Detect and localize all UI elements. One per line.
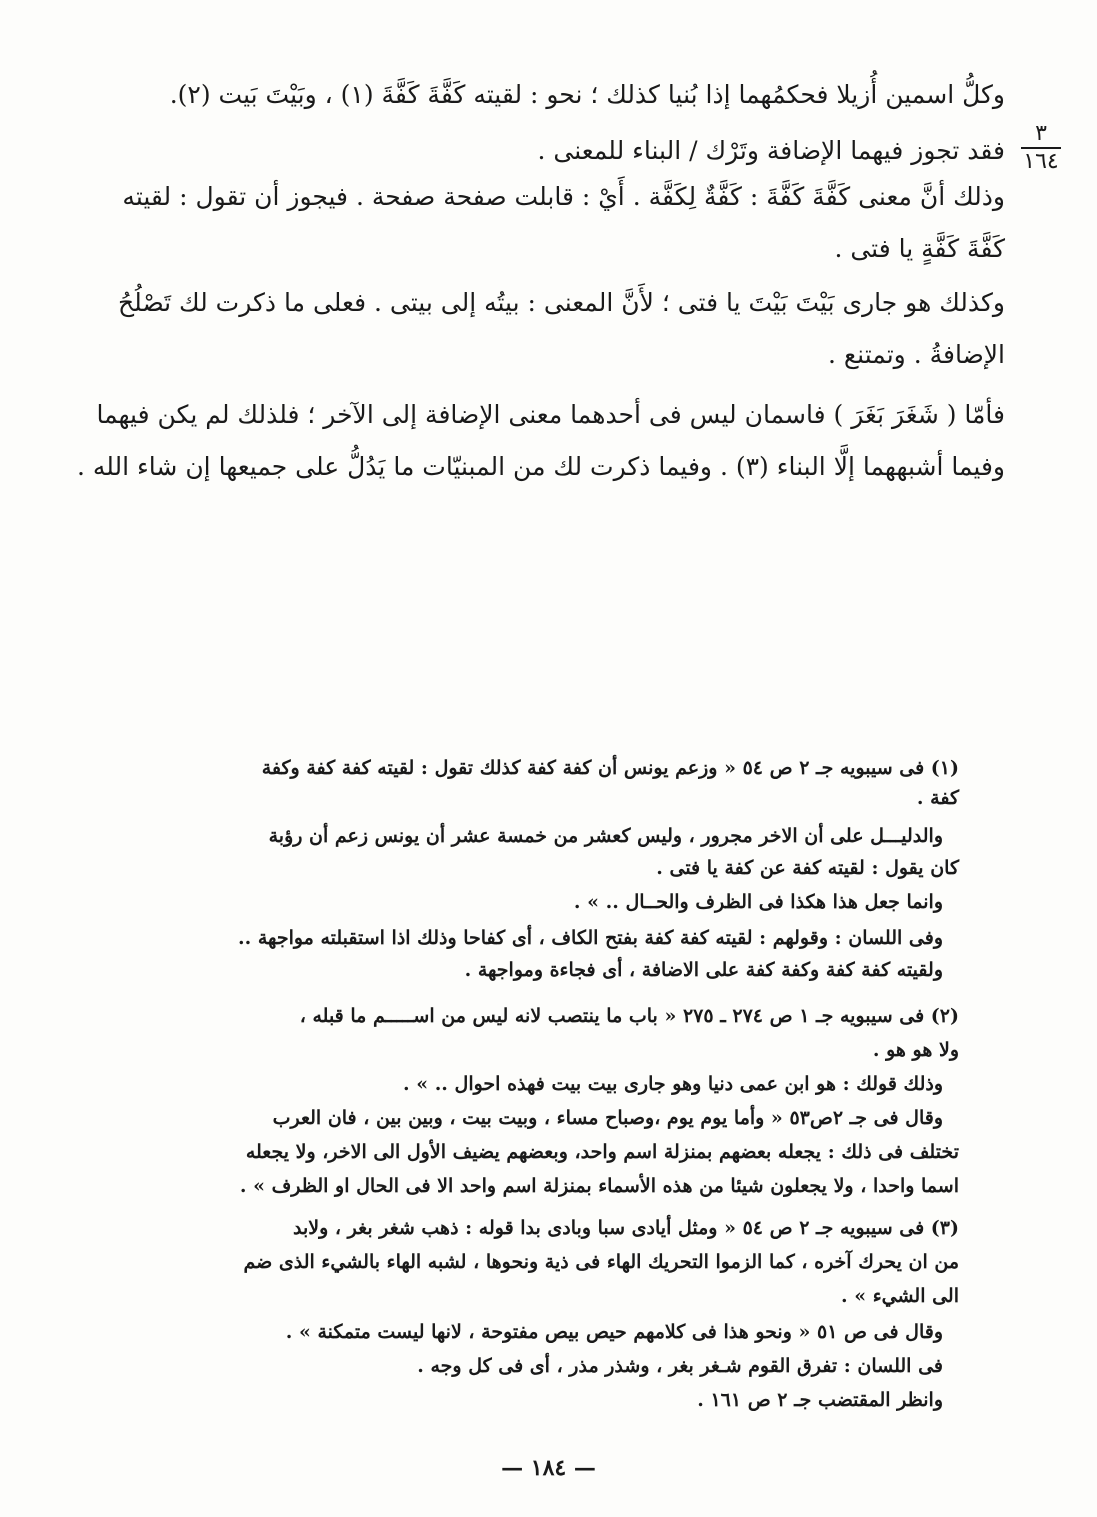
footnote-line: والدليـــل على أن الاخر مجرور ، وليس كعشر من خمسة عشر أن يونس زعم أن رؤبة — [268, 825, 943, 847]
footnote-line: (١) فى سيبويه جـ ٢ ص ٥٤ « وزعم يونس أن كفة كفة كذلك تقول : لقيته كفة كفة وكفة — [261, 757, 959, 779]
footnote-line: كان يقول : لقيته كفة عن كفة يا فتى . — [656, 857, 959, 879]
margin-ref-bottom: ١٦٤ — [1023, 149, 1059, 174]
main-line: الإضافةُ . وتمتنع . — [827, 340, 1005, 369]
footnote-line: كفة . — [916, 787, 959, 809]
main-line: وكلُّ اسمين أُزيلا فحكمُهما إذا بُنيا كذلك ؛ نحو : لقيته كَفَّةَ كَفَّةَ (١) ، وبَيْتَ بَيت (٢). — [169, 80, 1005, 109]
main-line: كَفَّةَ كَفَّةٍ يا فتى . — [834, 234, 1005, 263]
margin-ref-top: ٣ — [1035, 121, 1047, 146]
footnote-line: ولقيته كفة كفة وكفة كفة على الاضافة ، أى فجاءة ومواجهة . — [464, 959, 943, 981]
main-line: وكذلك هو جارى بَيْتَ بَيْتَ يا فتى ؛ لأَنَّ المعنى : بيتُه إلى بيتى . فعلى ما ذكرت لك تَصْلُحُ — [118, 288, 1005, 317]
main-line: فقد تجوز فيهما الإضافة وتَرْك / البناء للمعنى . — [537, 136, 1005, 165]
footnote-line: وفى اللسان : وقولهم : لقيته كفة كفة بفتح الكاف ، أى كفاحا وذلك اذا استقبلته مواجهة .. — [238, 927, 943, 949]
footnote-line: من ان يحرك آخره ، كما الزموا التحريك الهاء فى ذية ونحوها ، لشبه الهاء بالشيء الذى ضم — [243, 1251, 959, 1273]
footnote-line: (٣) فى سيبويه جـ ٢ ص ٥٤ « ومثل أيادى سبا وبادى بدا قوله : ذهب شغر بغر ، ولابد — [293, 1217, 959, 1239]
footnote-line: اسما واحدا ، ولا يجعلون شيئا من هذه الأسماء بمنزلة اسم واحد الا فى الحال او الظرف » . — [239, 1175, 959, 1197]
footnote-line: وقال فى ص ٥١ « ونحو هذا فى كلامهم حيص بيص مفتوحة ، لانها ليست متمكنة » . — [285, 1321, 943, 1343]
footnote-line: فى اللسان : تفرق القوم شـغر بغر ، وشذر مذر ، أى فى كل وجه . — [417, 1355, 943, 1377]
margin-page-reference — [1009, 122, 1073, 174]
footnote-line: وقال فى جـ ٢ص٥٣ « وأما يوم يوم ،وصباح مساء ، وبيت بيت ، وبين بين ، فان العرب — [272, 1107, 943, 1129]
main-line: وذلك أنَّ معنى كَفَّةَ كَفَّةَ : كَفَّةٌ لِكَفَّة . أَيْ : قابلت صفحة صفحة . فيجوز أن تقول : لقيته — [122, 182, 1005, 211]
main-line: فأمّا ( شَغَرَ بَغَرَ ) فاسمان ليس فى أحدهما معنى الإضافة إلى الآخر ؛ فلذلك لم يكن فيهما — [96, 400, 1005, 429]
footnote-line: (٢) فى سيبويه جـ ١ ص ٢٧٤ ـ ٢٧٥ « باب ما ينتصب لانه ليس من اســـــم ما قبله ، — [299, 1005, 959, 1027]
footnote-line: الى الشيء » . — [840, 1285, 959, 1307]
page-number: — ١٨٤ — — [501, 1455, 596, 1481]
main-line: وفيما أشبههما إلَّا البناء (٣) . وفيما ذكرت لك من المبنيّات ما يَدُلُّ على جميعها إن شاء الله . — [76, 452, 1005, 481]
footnote-line: وانظر المقتضب جـ ٢ ص ١٦١ . — [697, 1389, 943, 1411]
footnote-line: وذلك قولك : هو ابن عمى دنيا وهو جارى بيت بيت فهذه احوال .. » . — [402, 1073, 943, 1095]
footnote-line: وانما جعل هذا هكذا فى الظرف والحــال .. » . — [573, 891, 943, 913]
footnote-line: تختلف فى ذلك : يجعله بعضهم بمنزلة اسم واحد، وبعضهم يضيف الأول الى الاخر، ولا يجعله — [245, 1141, 959, 1163]
footnote-line: ولا هو هو . — [872, 1039, 959, 1061]
